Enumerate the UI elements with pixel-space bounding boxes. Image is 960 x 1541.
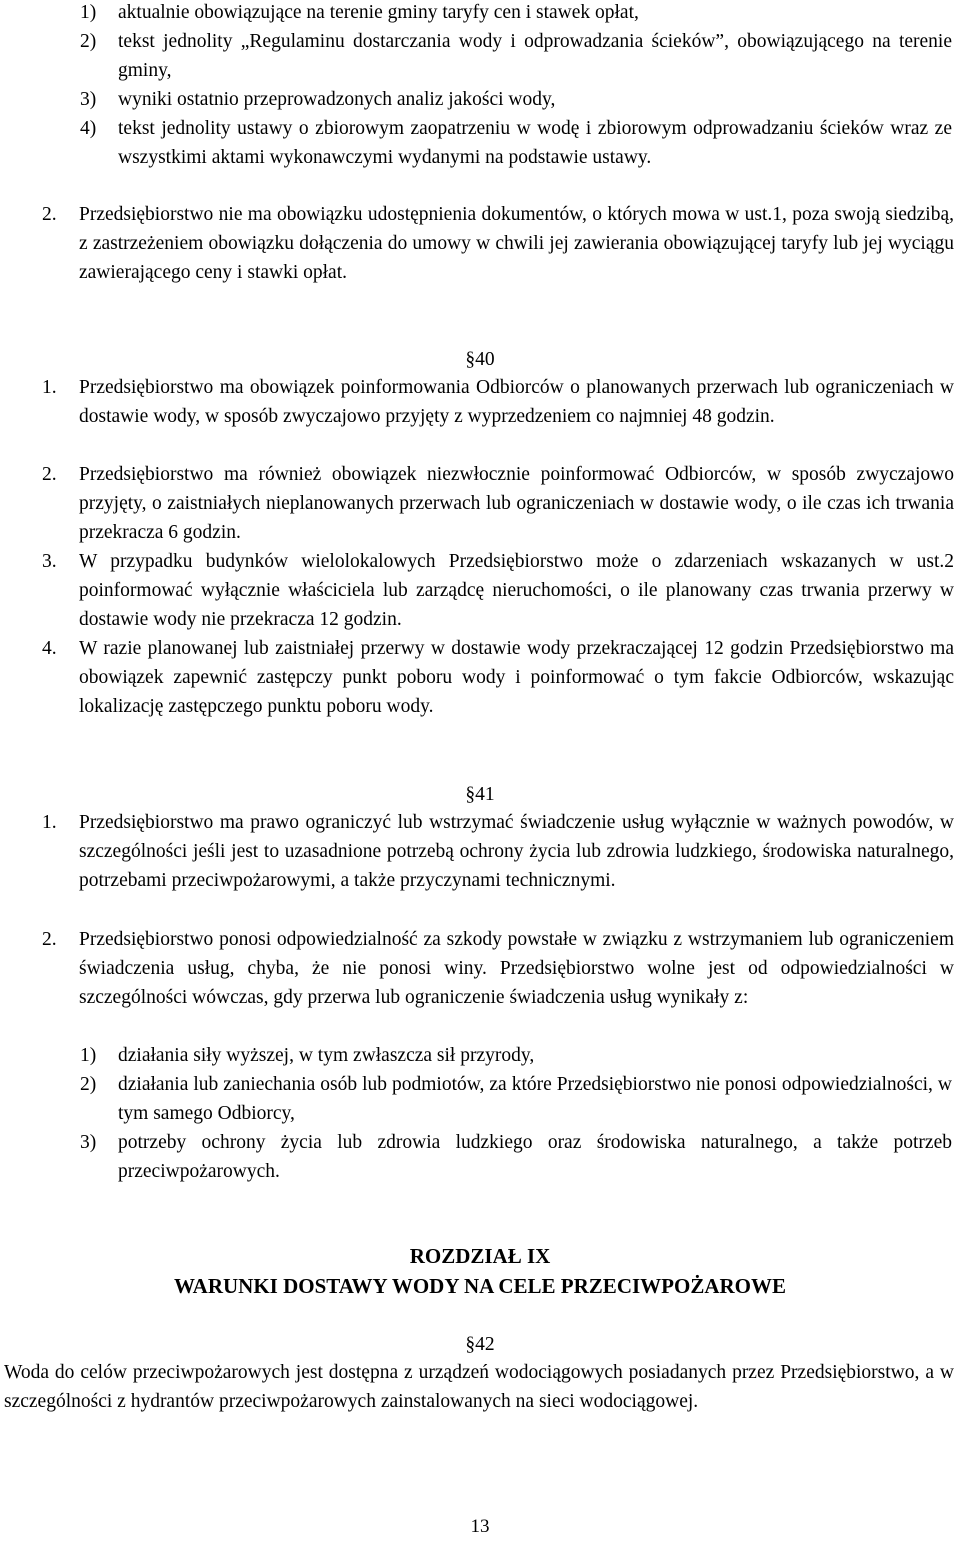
list-item-number: 2) [80,31,97,52]
s40-paragraph-4 [42,634,954,721]
top-sub-list [80,0,952,172]
paragraph-number: 1. [42,377,57,398]
list-item-text: działania lub zaniechania osób lub podmiotów, za które Przedsiębiorstwo nie ponosi odpowiedzialności, w tym samego Odbiorcy, [118,1074,952,1124]
section-40-heading: §40 [465,349,495,370]
list-item [80,114,952,172]
list-item-text: działania siły wyższej, w tym zwłaszcza sił przyrody, [118,1045,535,1066]
page-number: 13 [470,1516,490,1537]
list-item-number: 1) [80,1045,97,1066]
list-item-text: tekst jednolity ustawy o zbiorowym zaopatrzeniu w wodę i zbiorowym odprowadzaniu ścieków wraz ze wszystkimi aktami wykonawczymi wydanymi na podstawie ustawy. [118,118,952,168]
paragraph-text: Przedsiębiorstwo ma prawo ograniczyć lub wstrzymać świadczenie usług wyłącznie w ważnych powodów, w szczególności jeśli jest to uzasadnione potrzebą ochrony życia lub zdrowia ludzkiego, środowiska naturalnego, potrzebami przeciwpożarowymi, a także przyczynami technicznymi. [79,812,954,891]
paragraph-text: Przedsiębiorstwo ma również obowiązek niezwłocznie poinformować Odbiorców, w sposób zwyczajowo przyjęty, o zaistniałych nieplanowanych przerwach lub ograniczeniach w dostawie wody, o ile czas ich trwania przekracza 6 godzin. [79,464,954,543]
paragraph-number: 2. [42,204,57,225]
paragraph-number: 1. [42,812,57,833]
s41-paragraph-1 [42,808,954,895]
paragraph-text: W razie planowanej lub zaistniałej przerwy w dostawie wody przekraczającej 12 godzin Przedsiębiorstwo ma obowiązek zapewnić zastępczy punkt poboru wody i poinformować o tym fakcie Odbiorców, wskazując lokalizację zastępczego punktu poboru wody. [79,638,954,717]
chapter-title: WARUNKI DOSTAWY WODY NA CELE PRZECIWPOŻAROWE [174,1274,786,1298]
list-item [80,85,952,114]
list-item-text: tekst jednolity „Regulaminu dostarczania wody i odprowadzania ścieków”, obowiązującego na terenie gminy, [118,31,952,81]
paragraph-number: 2. [42,464,57,485]
paragraph-text: W przypadku budynków wielolokalowych Przedsiębiorstwo może o zdarzeniach wskazanych w ust.2 poinformować wyłącznie właściciela lub zarządcę nieruchomości, o ile planowany czas trwania przerwy w dostawie wody nie przekracza 12 godzin. [79,551,954,630]
list-item-number: 4) [80,118,97,139]
s41-sub-list [80,1041,952,1186]
paragraph-text: Przedsiębiorstwo ma obowiązek poinformowania Odbiorców o planowanych przerwach lub ograniczeniach w dostawie wody, w sposób zwyczajowo przyjęty z wyprzedzeniem co najmniej 48 godzin. [79,377,954,427]
paragraph-2-documents [42,200,954,287]
list-item [80,1070,952,1128]
s40-paragraph-3 [42,547,954,634]
paragraph-number: 2. [42,929,57,950]
s41-paragraph-2 [42,925,954,1012]
list-item [80,1128,952,1186]
list-item-text: potrzeby ochrony życia lub zdrowia ludzkiego oraz środowiska naturalnego, a także potrzeb przeciwpożarowych. [118,1132,952,1182]
list-item [80,1041,952,1070]
paragraph-text: Przedsiębiorstwo nie ma obowiązku udostępnienia dokumentów, o których mowa w ust.1, poza swoją siedzibą, z zastrzeżeniem obowiązku dołączenia do umowy w chwili jej zawierania obowiązującej taryfy lub jej wyciągu zawierającego ceny i stawki opłat. [79,204,954,283]
s40-paragraph-1 [42,373,954,431]
list-item-number: 2) [80,1074,97,1095]
paragraph-number: 4. [42,638,57,659]
s40-paragraph-2 [42,460,954,547]
s42-paragraph: Woda do celów przeciwpożarowych jest dostępna z urządzeń wodociągowych posiadanych przez Przedsiębiorstwo, a w szczególności z hydrantów przeciwpożarowych zainstalowanych na sieci wodociągowej. [4,1362,954,1412]
list-item [80,27,952,85]
chapter-number: ROZDZIAŁ IX [409,1244,551,1268]
section-41-heading: §41 [465,784,495,805]
list-item-text: wyniki ostatnio przeprowadzonych analiz jakości wody, [118,89,556,110]
list-item-number: 1) [80,2,97,23]
list-item-number: 3) [80,1132,97,1153]
paragraph-number: 3. [42,551,57,572]
paragraph-text: Przedsiębiorstwo ponosi odpowiedzialność za szkody powstałe w związku z wstrzymaniem lub ograniczeniem świadczenia usług, chyba, że nie ponosi winy. Przedsiębiorstwo wolne jest od odpowiedzialności w szczególności wówczas, gdy przerwa lub ograniczenie świadczenia usług wynikały z: [79,929,954,1008]
section-42-heading: §42 [465,1334,495,1355]
list-item-text: aktualnie obowiązujące na terenie gminy taryfy cen i stawek opłat, [118,2,639,23]
list-item [80,0,952,27]
list-item-number: 3) [80,89,97,110]
